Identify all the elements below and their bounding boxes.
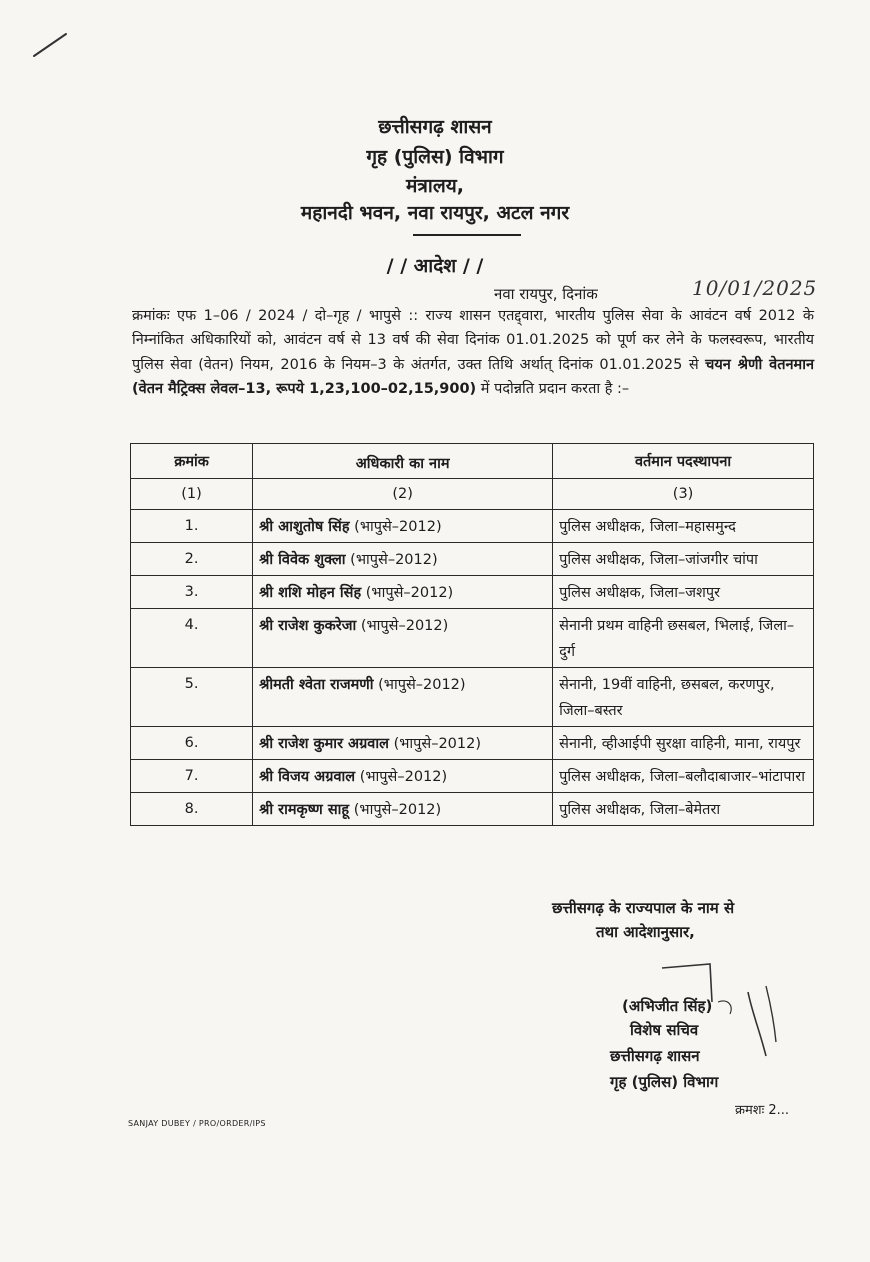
officer-service: (भापुसे–2012) (365, 585, 454, 601)
header-department: गृह (पुलिस) विभाग (366, 146, 504, 168)
paragraph-bold-text: चयन श्रेणी वेतनमान (वेतन मैट्रिक्स लेवल–13, रूपये 1,23,100–02,15,900) (132, 356, 814, 398)
row-officer (253, 727, 553, 760)
table-row (131, 510, 814, 543)
index-col-2: (2) (253, 479, 553, 510)
paragraph-tail-text: में पदोन्नति प्रदान करता है :– (480, 381, 630, 398)
table-row (131, 760, 814, 793)
closing-line-1: छत्तीसगढ़ के राज्यपाल के नाम से (552, 899, 735, 917)
continuation-mark: क्रमशः 2... (735, 1103, 790, 1118)
row-posting: पुलिस अधीक्षक, जिला–महासमुन्द (553, 510, 814, 543)
officer-name: श्री राजेश कुकरेजा (259, 618, 357, 634)
paragraph-text: क्रमांकः एफ 1–06 / 2024 / दो–गृह / भापुसे :: राज्य शासन एतद्द्वारा, भारतीय पुलिस सेवा के आवंटन वर्ष 2012 के निम्नांकित अधिकारियों को, आवंटन वर्ष से 13 वर्ष की सेवा दिनांक 01.01.2025 को पूर्ण कर लेने के फलस्वरूप, भारतीय पुलिस सेवा (वेतन) नियम, 2016 के नियम–3 के अंतर्गत, उक्त तिथि अर्थात् दिनांक 01.01.2025 से (132, 308, 814, 373)
officer-service: (भापुसे–2012) (354, 519, 442, 535)
row-serial: 4. (131, 609, 253, 668)
officer-name: श्री विवेक शुक्ला (259, 552, 346, 568)
header-serial: क्रमांक (131, 444, 253, 479)
signatory-government: छत्तीसगढ़ शासन (610, 1047, 700, 1065)
row-posting: पुलिस अधीक्षक, जिला–जशपुर (553, 576, 814, 609)
row-serial: 5. (131, 668, 253, 727)
signatory-name: (अभिजीत सिंह) (622, 997, 713, 1015)
officers-table (130, 443, 814, 826)
row-officer (253, 543, 553, 576)
table-header-row (131, 444, 814, 479)
header-officer-name: अधिकारी का नाम (253, 444, 553, 479)
row-posting: पुलिस अधीक्षक, जिला–बलौदाबाजार–भांटापारा (553, 760, 814, 793)
header-government: छत्तीसगढ़ शासन (378, 116, 492, 138)
row-serial: 3. (131, 576, 253, 609)
officer-service: (भापुसे–2012) (350, 552, 438, 568)
row-posting: सेनानी प्रथम वाहिनी छसबल, भिलाई, जिला–दुर्ग (553, 609, 814, 668)
order-title: / / आदेश / / (386, 255, 484, 277)
officer-service: (भापुसे–2012) (360, 618, 449, 634)
row-posting: पुलिस अधीक्षक, जिला–बेमेतरा (553, 793, 814, 826)
closing-line-2: तथा आदेशानुसार, (596, 923, 695, 941)
row-posting: सेनानी, 19वीं वाहिनी, छसबल, करणपुर, जिला–बस्तर (553, 668, 814, 727)
officer-service: (भापुसे–2012) (393, 736, 482, 752)
row-posting: सेनानी, व्हीआईपी सुरक्षा वाहिनी, माना, रायपुर (553, 727, 814, 760)
table-row (131, 576, 814, 609)
row-officer (253, 793, 553, 826)
officer-name: श्री रामकृष्ण साहू (259, 802, 350, 818)
signatory-designation: विशेष सचिव (630, 1021, 699, 1039)
order-paragraph (132, 304, 814, 402)
row-serial: 7. (131, 760, 253, 793)
row-officer (253, 609, 553, 668)
index-col-1: (1) (131, 479, 253, 510)
row-serial: 8. (131, 793, 253, 826)
table-row (131, 609, 814, 668)
signatory-department: गृह (पुलिस) विभाग (610, 1073, 719, 1091)
table-row (131, 543, 814, 576)
header-divider (413, 234, 521, 236)
row-serial: 2. (131, 543, 253, 576)
header-address: महानदी भवन, नवा रायपुर, अटल नगर (300, 202, 570, 224)
row-posting: पुलिस अधीक्षक, जिला–जांजगीर चांपा (553, 543, 814, 576)
officer-service: (भापुसे–2012) (353, 802, 442, 818)
place-date-label: नवा रायपुर, दिनांक (494, 285, 598, 303)
pen-stroke-mark (30, 30, 70, 60)
row-officer (253, 668, 553, 727)
officer-name: श्री आशुतोष सिंह (259, 519, 350, 535)
officer-name: श्री राजेश कुमार अग्रवाल (259, 736, 389, 752)
index-col-3: (3) (553, 479, 814, 510)
row-officer (253, 760, 553, 793)
table-index-row (131, 479, 814, 510)
row-officer (253, 510, 553, 543)
officer-service: (भापुसे–2012) (378, 677, 466, 693)
row-officer (253, 576, 553, 609)
table-row (131, 727, 814, 760)
table-row (131, 793, 814, 826)
handwritten-date: 10/01/2025 (692, 276, 818, 300)
table-row (131, 668, 814, 727)
officer-service: (भापुसे–2012) (359, 769, 448, 785)
row-serial: 6. (131, 727, 253, 760)
officer-name: श्रीमती श्वेता राजमणी (259, 677, 374, 693)
header-ministry: मंत्रालय, (406, 175, 464, 197)
footer-reference: SANJAY DUBEY / PRO/ORDER/IPS (128, 1119, 266, 1128)
officer-name: श्री शशि मोहन सिंह (259, 585, 362, 601)
header-current-posting: वर्तमान पदस्थापना (553, 444, 814, 479)
officer-name: श्री विजय अग्रवाल (259, 769, 356, 785)
row-serial: 1. (131, 510, 253, 543)
